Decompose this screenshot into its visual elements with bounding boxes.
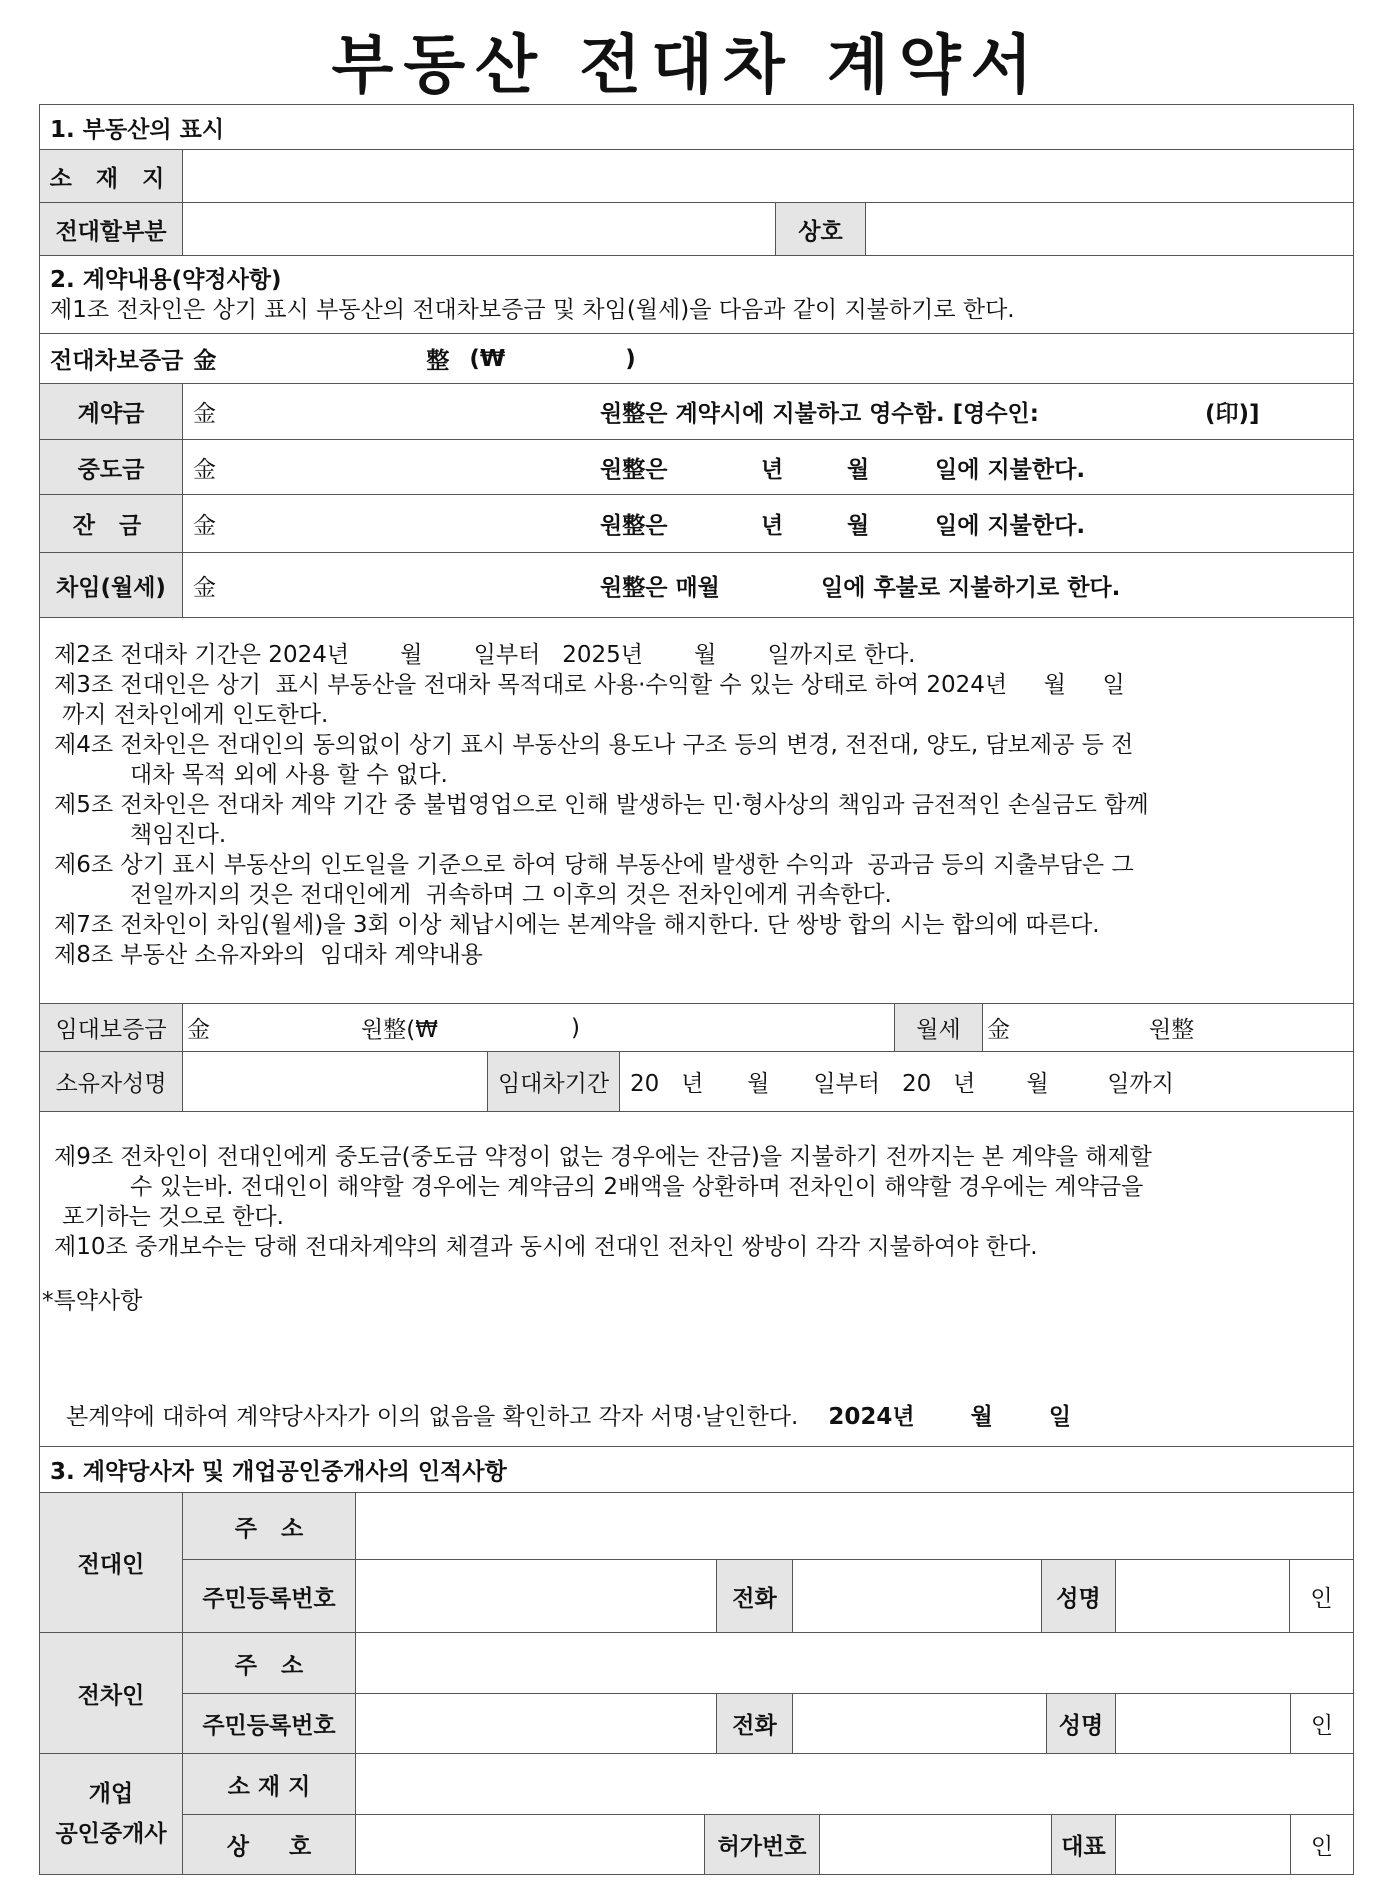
interim-text: 원整은	[600, 456, 668, 483]
month-text: 월	[847, 513, 870, 539]
articles2-block	[39, 1111, 1354, 1447]
gold: 金	[193, 513, 216, 539]
lease-period-label: 임대차기간	[487, 1051, 620, 1112]
gold: 金	[193, 401, 216, 427]
year-text: 년	[761, 513, 784, 539]
location-field[interactable]	[182, 149, 1354, 203]
down-payment-field[interactable]	[182, 383, 1354, 440]
sublessee-id-field[interactable]	[355, 1693, 717, 1754]
sublessor-id-field[interactable]	[355, 1559, 717, 1633]
month-text: 월	[847, 456, 870, 483]
article-8: 제8조 부동산 소유자와의 임대차 계약내용	[54, 942, 483, 968]
article-2: 제2조 전대차 기간은 2024년 월 일부터 2025년 월 일까지로 한다.	[54, 642, 916, 668]
article-6-cont: 전일까지의 것은 전대인에게 귀속하며 그 이후의 것은 전차인에게 귀속한다.	[130, 882, 892, 908]
deposit-won: (₩	[469, 345, 506, 372]
seal-text: (印)]	[1205, 401, 1260, 427]
deposit-gold: 金	[193, 348, 217, 374]
broker-trade-field[interactable]	[355, 1814, 705, 1875]
gold: 金	[193, 456, 216, 483]
sublessee-address-field[interactable]	[355, 1632, 1354, 1694]
sublease-part-label: 전대할부분	[39, 202, 183, 256]
name-label: 성명	[1041, 1559, 1116, 1633]
license-label: 허가번호	[704, 1814, 820, 1875]
deposit-label: 전대차보증금	[50, 348, 184, 374]
broker-label-1: 개업	[88, 1781, 134, 1807]
lease-deposit-field[interactable]	[182, 1003, 895, 1052]
balance-tail: 일에 지불한다.	[935, 513, 1086, 539]
article-1: 제1조 전차인은 상기 표시 부동산의 전대차보증금 및 차임(월세)을 다음과 같이 지불하기로 한다.	[50, 296, 1015, 323]
lease-deposit-text: 원整(₩	[361, 1017, 438, 1043]
confirm-date: 2024년 월 일	[828, 1404, 1072, 1430]
broker-label-2: 공인중개사	[55, 1821, 167, 1847]
gold: 金	[193, 574, 216, 601]
location-label: 소 재 지	[39, 149, 183, 203]
lease-rent-field[interactable]	[982, 1003, 1354, 1052]
rent-label: 차임(월세)	[39, 552, 183, 618]
sublessee-phone-field[interactable]	[792, 1693, 1047, 1754]
sublessor-name-field[interactable]	[1115, 1559, 1290, 1633]
license-field[interactable]	[819, 1814, 1052, 1875]
confirm-text: 본계약에 대하여 계약당사자가 이의 없음을 확인하고 각자 서명·날인한다.	[66, 1404, 799, 1430]
sublessor-address-field[interactable]	[355, 1492, 1354, 1560]
lease-deposit-close: )	[571, 1014, 580, 1041]
article-3-cont: 까지 전차인에게 인도한다.	[62, 702, 329, 728]
sublessee-name-field[interactable]	[1115, 1693, 1291, 1754]
trade-name-label: 상호	[775, 202, 866, 256]
deposit-row	[39, 333, 1354, 384]
section3-heading: 3. 계약당사자 및 개업공인중개사의 인적사항	[39, 1446, 1354, 1493]
address-label: 주 소	[182, 1492, 356, 1560]
lease-rent-label: 월세	[894, 1003, 983, 1052]
rent-tail: 일에 후불로 지불하기로 한다.	[821, 574, 1121, 601]
article-4-cont: 대차 목적 외에 사용 할 수 없다.	[130, 762, 448, 788]
interim-tail: 일에 지불한다.	[935, 456, 1086, 483]
owner-name-field[interactable]	[182, 1051, 488, 1112]
address-label: 주 소	[182, 1632, 356, 1694]
gold: 金	[187, 1017, 210, 1043]
section1-heading: 1. 부동산의 표시	[39, 104, 1354, 150]
rent-field[interactable]	[182, 552, 1354, 618]
article-9-cont: 수 있는바. 전대인이 해약할 경우에는 계약금의 2배액을 상환하며 전차인이 해약할 경우에는 계약금을	[130, 1174, 1144, 1200]
section2-heading: 2. 계약내용(약정사항)	[50, 266, 282, 293]
seal-mark: 인	[1290, 1693, 1354, 1754]
sublease-part-field[interactable]	[182, 202, 776, 256]
sublessor-label: 전대인	[39, 1492, 183, 1633]
seal-mark: 인	[1290, 1814, 1354, 1875]
year-text: 년	[761, 456, 784, 483]
lease-deposit-label: 임대보증금	[39, 1003, 183, 1052]
representative-field[interactable]	[1115, 1814, 1291, 1875]
interim-payment-label: 중도금	[39, 439, 183, 495]
broker-trade-label: 상 호	[182, 1814, 356, 1875]
article-6: 제6조 상기 표시 부동산의 인도일을 기준으로 하여 당해 부동산에 발생한 수익과 공과금 등의 지출부담은 그	[54, 852, 1134, 878]
lease-period-field[interactable]: 20 년 월 일부터 20 년 월 일까지	[619, 1051, 1354, 1112]
representative-label: 대표	[1051, 1814, 1116, 1875]
balance-field[interactable]	[182, 494, 1354, 553]
document-title: 부동산 전대차 계약서	[331, 29, 1043, 103]
down-payment-text: 원整은 계약시에 지불하고 영수함. [영수인:	[600, 401, 1039, 427]
id-label: 주민등록번호	[182, 1693, 356, 1754]
special-terms-label: *특약사항	[42, 1288, 143, 1314]
rent-text: 원整은 매월	[600, 574, 720, 601]
lease-rent-text: 원整	[1149, 1017, 1195, 1043]
article-3: 제3조 전대인은 상기 표시 부동산을 전대차 목적대로 사용·수익할 수 있는 상태로 하여 2024년 월 일	[54, 672, 1125, 698]
article-4: 제4조 전차인은 전대인의 동의없이 상기 표시 부동산의 용도나 구조 등의 변경, 전전대, 양도, 담보제공 등 전	[54, 732, 1134, 758]
article-9-cont2: 포기하는 것으로 한다.	[62, 1204, 284, 1230]
article-5-cont: 책임진다.	[130, 822, 227, 848]
owner-name-label: 소유자성명	[39, 1051, 183, 1112]
balance-label: 잔 금	[39, 494, 183, 553]
sublessor-phone-field[interactable]	[792, 1559, 1042, 1633]
phone-label: 전화	[716, 1559, 793, 1633]
broker-label	[39, 1753, 183, 1875]
name-label: 성명	[1046, 1693, 1116, 1754]
seal-mark: 인	[1289, 1559, 1354, 1633]
deposit-whole: 整	[426, 348, 450, 374]
down-payment-label: 계약금	[39, 383, 183, 440]
articles-block	[39, 617, 1354, 1004]
article-10: 제10조 중개보수는 당해 전대차계약의 체결과 동시에 전대인 전차인 쌍방이 각각 지불하여야 한다.	[54, 1234, 1038, 1260]
sublessee-label: 전차인	[39, 1632, 183, 1754]
article-5: 제5조 전차인은 전대차 계약 기간 중 불법영업으로 인해 발생하는 민·형사상의 책임과 금전적인 손실금도 함께	[54, 792, 1149, 818]
trade-name-field[interactable]	[865, 202, 1354, 256]
gold: 金	[987, 1017, 1010, 1043]
deposit-close: )	[625, 345, 636, 372]
section2-block	[39, 255, 1354, 334]
article-7: 제7조 전차인이 차임(월세)을 3회 이상 체납시에는 본계약을 해지한다. 단 쌍방 합의 시는 합의에 따른다.	[54, 912, 1100, 938]
interim-payment-field[interactable]	[182, 439, 1354, 495]
broker-location-label: 소 재 지	[182, 1753, 356, 1815]
id-label: 주민등록번호	[182, 1559, 356, 1633]
broker-location-field[interactable]	[355, 1753, 1354, 1815]
article-9: 제9조 전차인이 전대인에게 중도금(중도금 약정이 없는 경우에는 잔금)을 지불하기 전까지는 본 계약을 해제할	[54, 1144, 1152, 1170]
phone-label: 전화	[716, 1693, 793, 1754]
balance-text: 원整은	[600, 513, 668, 539]
